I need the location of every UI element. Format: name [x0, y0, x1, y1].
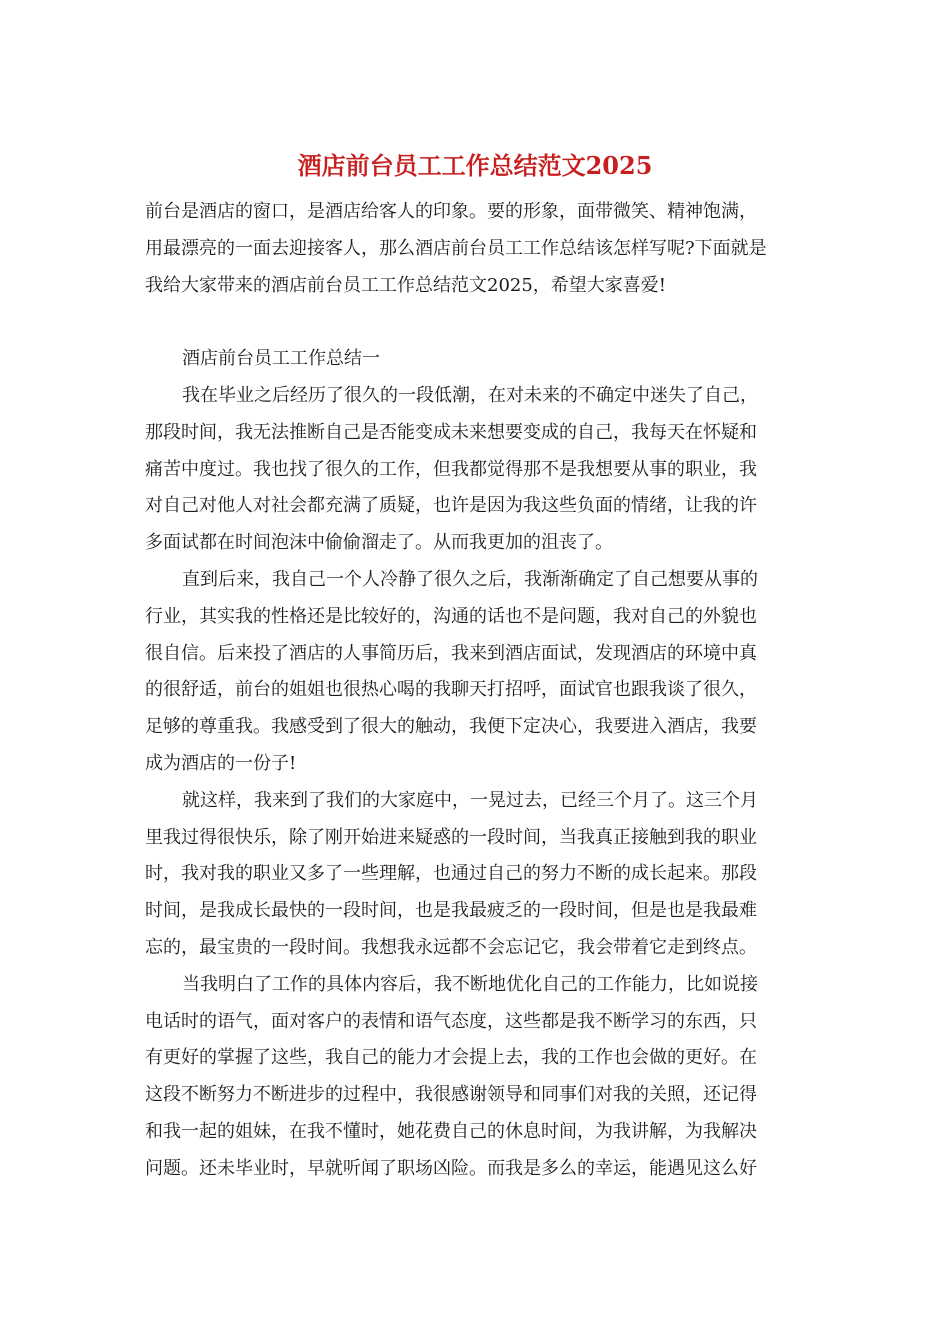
paragraph-line: 就这样，我来到了我们的大家庭中，一晃过去，已经三个月了。这三个月: [182, 789, 758, 811]
paragraph-line: 忘的，最宝贵的一段时间。我想我永远都不会忘记它，我会带着它走到终点。: [145, 936, 757, 958]
paragraph-line: 时间，是我成长最快的一段时间，也是我最疲乏的一段时间，但是也是我最难: [145, 900, 757, 922]
document-body: [145, 194, 810, 1188]
paragraph-line: 时，我对我的职业又多了一些理解，也通过自己的努力不断的成长起来。那段: [145, 863, 757, 885]
section-heading: 酒店前台员工工作总结一: [182, 348, 380, 370]
paragraph-line: 我在毕业之后经历了很久的一段低潮，在对未来的不确定中迷失了自己，: [182, 384, 758, 406]
paragraph-4: [145, 967, 810, 1188]
paragraph-line: 成为酒店的一份子!: [145, 752, 297, 774]
paragraph-1: [145, 378, 810, 562]
paragraph-line: 很自信。后来投了酒店的人事简历后，我来到酒店面试，发现酒店的环境中真: [145, 642, 757, 664]
paragraph-line: 多面试都在时间泡沫中偷偷溜走了。从而我更加的沮丧了。: [145, 532, 613, 554]
paragraph-line: 问题。还未毕业时，早就听闻了职场凶险。而我是多么的幸运，能遇见这么好: [145, 1157, 757, 1179]
paragraph-line: 足够的尊重我。我感受到了很大的触动，我便下定决心，我要进入酒店，我要: [145, 716, 757, 738]
paragraph-line: 里我过得很快乐，除了刚开始进来疑惑的一段时间，当我真正接触到我的职业: [145, 826, 757, 848]
paragraph-line: 痛苦中度过。我也找了很久的工作，但我都觉得那不是我想要从事的职业，我: [145, 458, 757, 480]
paragraph-line: 对自己对他人对社会都充满了质疑，也许是因为我这些负面的情绪，让我的许: [145, 495, 757, 517]
blank-line: [145, 304, 810, 341]
paragraph-3: [145, 783, 810, 967]
intro-line: 前台是酒店的窗口，是酒店给客人的印象。要的形象，面带微笑、精神饱满，: [145, 201, 757, 222]
paragraph-line: 的很舒适，前台的姐姐也很热心喝的我聊天打招呼，面试官也跟我谈了很久，: [145, 679, 757, 701]
paragraph-line: 有更好的掌握了这些，我自己的能力才会提上去，我的工作也会做的更好。在: [145, 1047, 757, 1069]
paragraph-line: 那段时间，我无法推断自己是否能变成未来想要变成的自己，我每天在怀疑和: [145, 421, 757, 443]
intro-line: 用最漂亮的一面去迎接客人，那么酒店前台员工工作总结该怎样写呢?下面就是: [145, 237, 767, 259]
paragraph-line: 当我明白了工作的具体内容后，我不断地优化自己的工作能力，比如说接: [182, 973, 758, 995]
document-title: 酒店前台员工工作总结范文2025: [297, 151, 653, 180]
intro-line: 我给大家带来的酒店前台员工工作总结范文2025，希望大家喜爱!: [145, 274, 667, 296]
paragraph-line: 行业，其实我的性格还是比较好的，沟通的话也不是问题，我对自己的外貌也: [145, 605, 757, 627]
paragraph-line: 和我一起的姐妹，在我不懂时，她花费自己的休息时间，为我讲解，为我解决: [145, 1120, 757, 1142]
paragraph-2: [145, 562, 810, 783]
paragraph-line: 电话时的语气，面对客户的表情和语气态度，这些都是我不断学习的东西，只: [145, 1010, 757, 1032]
paragraph-line: 直到后来，我自己一个人冷静了很久之后，我渐渐确定了自己想要从事的: [182, 568, 758, 590]
paragraph-line: 这段不断努力不断进步的过程中，我很感谢领导和同事们对我的关照，还记得: [145, 1084, 757, 1106]
